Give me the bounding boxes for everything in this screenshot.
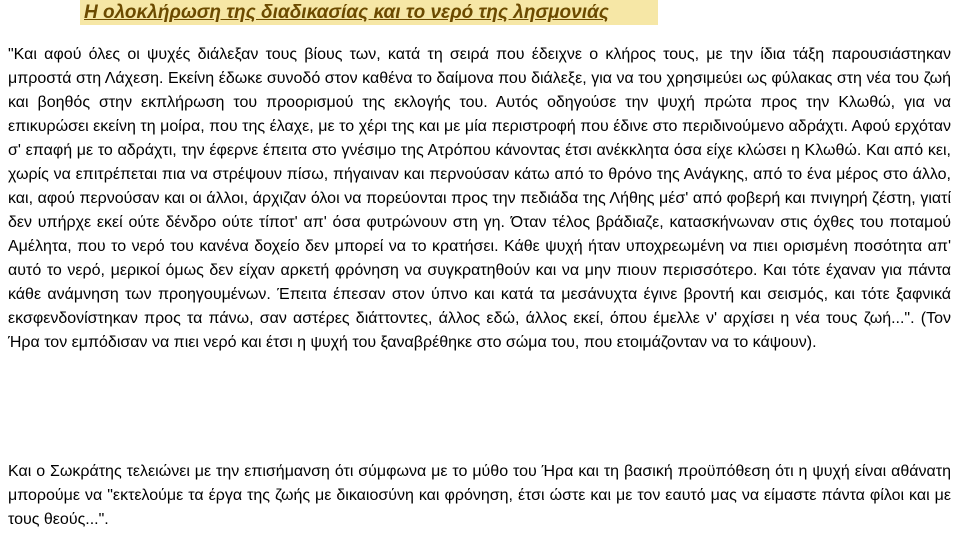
page-title: Η ολοκλήρωση της διαδικασίας και το νερό της λησμονιάς	[84, 2, 609, 23]
body-paragraph-myth: "Και αφού όλες οι ψυχές διάλεξαν τους βίους των, κατά τη σειρά που έδειχνε ο κλήρος τους, με την ίδια τάξη παρουσιάστηκαν μπροστά στη Λάχεση. Εκείνη έδωκε συνοδό στον καθένα το δαίμονα που διάλεξε, για να του χρησιμεύει ως φύλακας στη νέα του ζωή και βοηθός στην εκπλήρωση του προορισμού της εκλογής του. Αυτός οδηγούσε την ψυχή πρώτα προς την Κλωθώ, για να επικυρώσει εκείνη τη μοίρα, που της έλαχε, με το χέρι της και με μία περιστροφή που έδινε στο περιδινούμενο αδράχτι. Αφού ερχόταν σ' επαφή με το αδράχτι, την έφερνε έπειτα στο γνέσιμο της Ατρόπου κάνοντας έτσι ανέκκλητα όσα είχε κλώσει η Κλωθώ. Και από κει, χωρίς να επιτρέπεται πια να στρέψουν πίσω, πήγαιναν και περνούσαν κάτω από το θρόνο της Ανάγκης, από το ένα μέρος στο άλλο, και, αφού περνούσαν και οι άλλοι, άρχιζαν όλοι να πορεύονται προς την πεδιάδα της Λήθης μέσ' από φοβερή και πνιγηρή ζέστη, γιατί δεν υπήρχε εκεί ούτε δένδρο ούτε τίποτ' απ' όσα φυτρώνουν στη γη. Όταν τέλος βράδιαζε, κατασκήνωναν στις όχθες του ποταμού Αμέλητα, που το νερό του κανένα δοχείο δεν μπορεί να το κρατήσει. Κάθε ψυχή ήταν υποχρεωμένη να πιει ορισμένη ποσότητα απ' αυτό το νερό, μερικοί όμως δεν είχαν αρκετή φρόνηση να συγκρατηθούν και να μην πιουν περισσότερο. Και τότε έχαναν για πάντα κάθε ανάμνηση των προηγουμένων. Έπειτα έπεσαν στον ύπνο και κατά τα μεσάνυχτα έγινε βροντή και σεισμός, και τότε ξαφνικά εκσφενδονίστηκαν προς τα πάνω, σαν αστέρες διάττοντες, άλλος εδώ, άλλος εκεί, όπου έμελλε ν' αρχίσει η νέα τους ζωή...". (Τον Ήρα τον εμπόδισαν να πιει νερό και έτσι η ψυχή του ξαναβρέθηκε στο σώμα του, που ετοιμάζονταν να το κάψουν).	[8, 46, 951, 351]
body-paragraph-conclusion: Και ο Σωκράτης τελειώνει με την επισήμανση ότι σύμφωνα με το μύθο του Ήρα και τη βασική προϋπόθεση ότι η ψυχή είναι αθάνατη μπορούμε να "εκτελούμε τα έργα της ζωής με δικαιοσύνη και φρόνηση, έτσι ώστε και με τον εαυτό μας να είμαστε πάντα φίλοι και με τους θεούς...".	[8, 463, 951, 528]
